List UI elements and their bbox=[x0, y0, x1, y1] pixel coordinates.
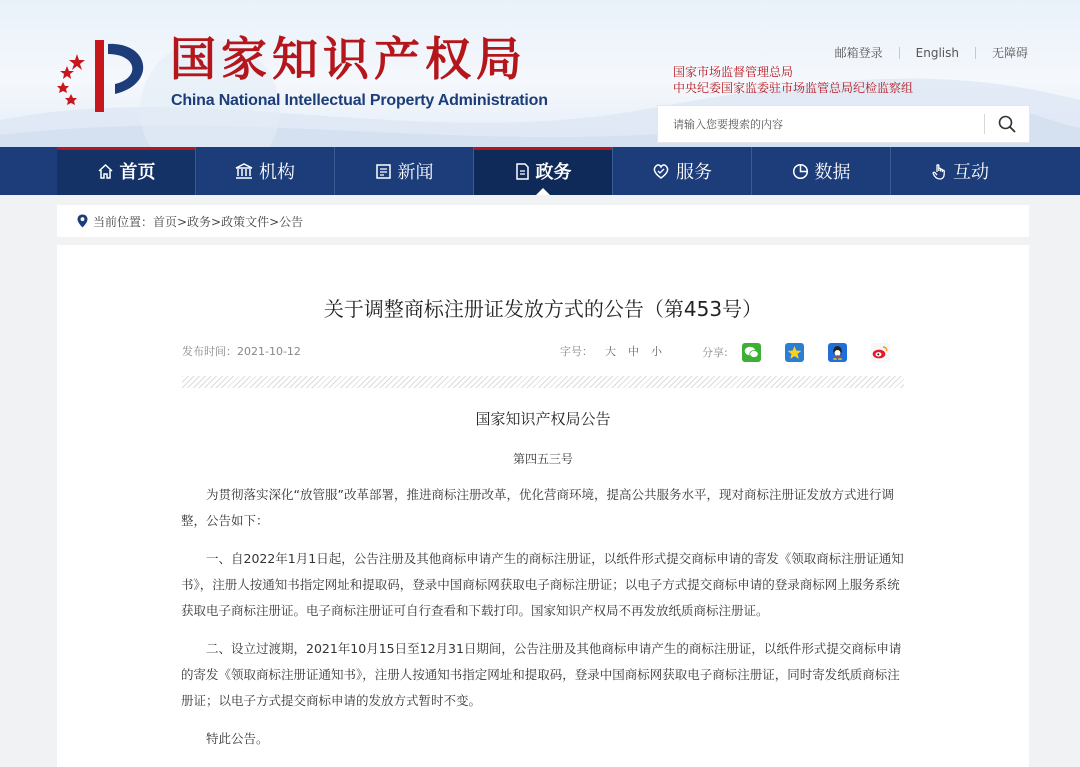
home-icon bbox=[97, 163, 114, 180]
institution-icon bbox=[235, 163, 253, 180]
title-divider bbox=[182, 376, 904, 388]
nav-item-news[interactable] bbox=[334, 147, 473, 195]
nav-item-label: 政务 bbox=[535, 162, 572, 183]
nav-item-home[interactable] bbox=[57, 147, 195, 195]
news-icon bbox=[375, 163, 392, 180]
breadcrumb bbox=[57, 205, 1029, 237]
nav-item-data[interactable] bbox=[751, 147, 890, 195]
nav-item-label: 数据 bbox=[814, 162, 851, 183]
affiliations bbox=[673, 64, 913, 96]
nav-item-service[interactable] bbox=[612, 147, 751, 195]
document-icon bbox=[515, 163, 530, 180]
top-links bbox=[835, 44, 1028, 61]
document-heading: 国家知识产权局公告 bbox=[475, 410, 611, 428]
affiliation-link-samr[interactable]: 国家市场监督管理总局 bbox=[673, 65, 794, 79]
search-button[interactable] bbox=[985, 105, 1029, 143]
qq-icon[interactable] bbox=[828, 343, 847, 362]
main-nav bbox=[0, 147, 1080, 195]
cnipa-logo-icon bbox=[55, 36, 160, 116]
service-icon bbox=[652, 163, 670, 180]
hand-icon bbox=[931, 163, 947, 180]
pie-chart-icon bbox=[792, 163, 809, 180]
nav-item-label: 新闻 bbox=[397, 162, 434, 183]
weibo-icon[interactable] bbox=[871, 343, 890, 362]
article-panel bbox=[57, 245, 1029, 767]
share-control bbox=[702, 342, 890, 362]
nav-item-institution[interactable] bbox=[195, 147, 334, 195]
divider bbox=[975, 47, 976, 59]
nav-item-label: 服务 bbox=[676, 162, 712, 183]
accessibility-link[interactable]: 无障碍 bbox=[991, 46, 1028, 60]
share-label: 分享: bbox=[702, 346, 728, 359]
nav-item-label: 互动 bbox=[953, 162, 989, 183]
breadcrumb-text[interactable]: 当前位置：首页>政务>政策文件>公告 bbox=[93, 214, 304, 229]
article-paragraph: 为贯彻落实深化“放管服”改革部署，推进商标注册改革，优化营商环境，提高公共服务水平，现对商标注册证发放方式进行调整，公告如下： bbox=[181, 487, 894, 528]
article-paragraph: 特此公告。 bbox=[206, 731, 269, 746]
location-pin-icon bbox=[77, 214, 88, 228]
nav-item-label: 首页 bbox=[119, 162, 156, 183]
nav-item-government-affairs[interactable] bbox=[473, 147, 612, 195]
mail-login-link[interactable]: 邮箱登录 bbox=[834, 46, 883, 60]
nav-item-interaction[interactable] bbox=[890, 147, 1029, 195]
qzone-icon[interactable] bbox=[785, 343, 804, 362]
affiliation-link-inspection[interactable]: 中央纪委国家监委驻市场监管总局纪检监察组 bbox=[673, 81, 914, 95]
search-icon bbox=[998, 115, 1016, 133]
document-number: 第四五三号 bbox=[512, 452, 573, 466]
article-meta bbox=[182, 345, 902, 365]
english-link[interactable]: English bbox=[915, 45, 959, 60]
font-size-control bbox=[560, 345, 662, 359]
site-title: 国家知识产权局 bbox=[170, 32, 527, 86]
font-size-medium-button[interactable]: 中 bbox=[628, 345, 639, 358]
search-box bbox=[657, 105, 1030, 143]
publish-time: 发布时间：2021-10-12 bbox=[182, 345, 301, 358]
nav-item-label: 机构 bbox=[259, 162, 295, 183]
wechat-icon[interactable] bbox=[742, 343, 761, 362]
article-title: 关于调整商标注册证发放方式的公告（第453号） bbox=[323, 297, 763, 321]
search-input[interactable] bbox=[658, 106, 984, 142]
divider bbox=[899, 47, 900, 59]
font-size-label: 字号： bbox=[560, 345, 593, 358]
site-title-english: China National Intellectual Property Administration bbox=[171, 92, 548, 109]
font-size-large-button[interactable]: 大 bbox=[605, 345, 616, 358]
article-paragraph: 一、自2022年1月1日起，公告注册及其他商标申请产生的商标注册证，以纸件形式提交商标申请的寄发《领取商标注册证通知书》，注册人按通知书指定网址和提取码，登录中国商标网获取电子商标注册证；以电子方式提交商标申请的登录商标网上服务系统获取电子商标注册证。电子商标注册证可自行查看和下载打印。国家知识产权局不再发放纸质商标注册证。 bbox=[181, 551, 904, 618]
site-header bbox=[0, 0, 1080, 147]
article-paragraph: 二、设立过渡期，2021年10月15日至12月31日期间，公告注册及其他商标申请产生的商标注册证，以纸件形式提交商标申请的寄发《领取商标注册证通知书》，注册人按通知书指定网址和提取码，登录中国商标网获取电子商标注册证，同时寄发纸质商标注册证；以电子方式提交商标申请的发放方式暂时不变。 bbox=[181, 641, 902, 708]
font-size-small-button[interactable]: 小 bbox=[651, 345, 662, 358]
